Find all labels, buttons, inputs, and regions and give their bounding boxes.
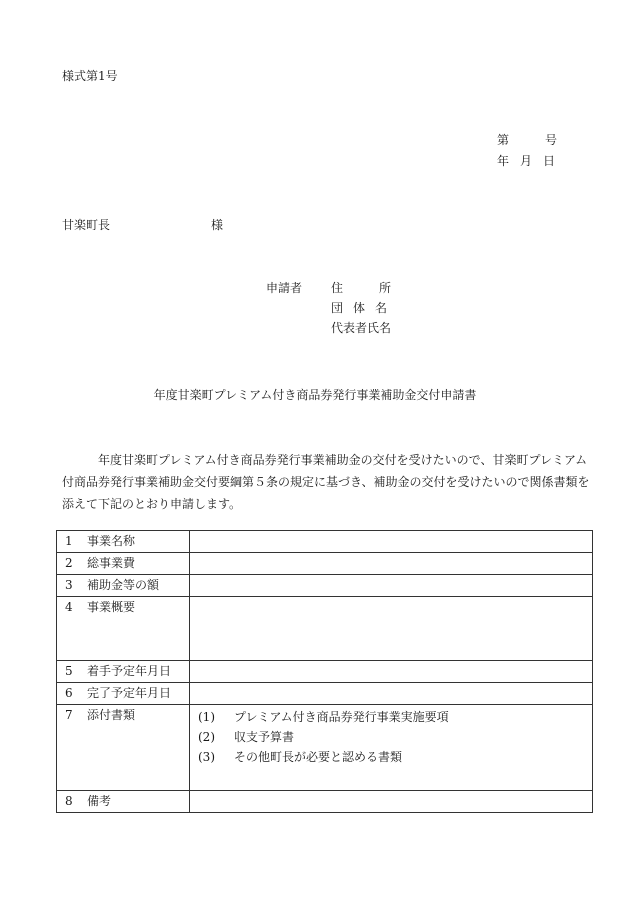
attachment-text: その他町長が必要と認める書類: [234, 750, 403, 764]
item-value-cell[interactable]: [190, 597, 593, 661]
representative-field-label: 代表者氏名: [331, 321, 392, 335]
item-value-cell[interactable]: [190, 575, 593, 597]
address-field-label: [331, 281, 391, 301]
attachment-item: [198, 747, 592, 767]
item-number: 7: [65, 708, 73, 722]
attachment-item: [198, 707, 592, 727]
item-value-cell[interactable]: [190, 531, 593, 553]
address-label-b: 所: [379, 281, 392, 295]
item-label: 総事業費: [87, 556, 136, 570]
document-number: [497, 133, 557, 147]
table-row: [57, 575, 593, 597]
table-row: [57, 553, 593, 575]
item-label-cell: [57, 597, 190, 661]
date-month: 月: [520, 154, 533, 168]
item-number: 8: [65, 794, 73, 808]
date-day: 日: [543, 154, 556, 168]
document-date: [497, 154, 555, 168]
item-value-cell[interactable]: [190, 791, 593, 813]
attachment-item: [198, 727, 592, 747]
item-value-cell[interactable]: [190, 661, 593, 683]
item-number: 1: [65, 534, 73, 548]
attachment-text: プレミアム付き商品券発行事業実施要項: [234, 710, 449, 724]
item-number: 4: [65, 600, 73, 614]
table-row: [57, 705, 593, 791]
table-row: [57, 597, 593, 661]
addressee: [62, 218, 223, 232]
date-year: 年: [497, 154, 510, 168]
table-row: [57, 661, 593, 683]
body-paragraph: 年度甘楽町プレミアム付き商品券発行事業補助金の交付を受けたいので、甘楽町プレミアム付商品券発行事業補助金交付要綱第５条の規定に基づき、補助金の交付を受けたいので関係書類を添えて下記のとおり申請します。: [62, 453, 590, 511]
item-value-cell[interactable]: [190, 683, 593, 705]
table-row: [57, 531, 593, 553]
table-row: [57, 683, 593, 705]
item-number: 5: [65, 664, 73, 678]
form-number: 様式第1号: [62, 69, 118, 83]
item-label-cell: [57, 553, 190, 575]
item-label-cell: [57, 575, 190, 597]
attachment-text: 収支予算書: [234, 730, 295, 744]
item-label: 備考: [87, 794, 112, 808]
table-row: [57, 791, 593, 813]
items-table: [56, 530, 593, 813]
item-number: 2: [65, 556, 73, 570]
group-label-c: 名: [375, 301, 388, 315]
doc-no-go: 号: [545, 133, 558, 147]
item-label: 着手予定年月日: [87, 664, 172, 678]
address-label-a: 住: [331, 281, 344, 295]
attachment-number: (2): [198, 730, 215, 744]
document-title: 年度甘楽町プレミアム付き商品券発行事業補助金交付申請書: [153, 388, 477, 402]
item-label-cell: [57, 791, 190, 813]
group-label-a: 団: [331, 301, 344, 315]
item-label: 事業名称: [87, 534, 136, 548]
item-label: 事業概要: [87, 600, 136, 614]
item-number: 6: [65, 686, 73, 700]
item-label: 完了予定年月日: [87, 686, 172, 700]
attachment-number: (3): [198, 750, 215, 764]
item-value-cell[interactable]: [190, 553, 593, 575]
addressee-honorific: 様: [211, 218, 224, 232]
group-label-b: 体: [353, 301, 366, 315]
item-label-cell: [57, 705, 190, 791]
group-name-field-label: [331, 301, 391, 321]
attachments-cell: [190, 705, 593, 791]
attachment-number: (1): [198, 710, 215, 724]
item-label-cell: [57, 661, 190, 683]
applicant-fields: [331, 281, 391, 341]
doc-no-dai: 第: [497, 133, 510, 147]
applicant-label: 申請者: [266, 281, 303, 295]
item-label-cell: [57, 683, 190, 705]
item-number: 3: [65, 578, 73, 592]
item-label-cell: [57, 531, 190, 553]
item-label: 補助金等の額: [87, 578, 160, 592]
item-label: 添付書類: [87, 708, 136, 722]
addressee-name: 甘楽町長: [62, 218, 111, 232]
